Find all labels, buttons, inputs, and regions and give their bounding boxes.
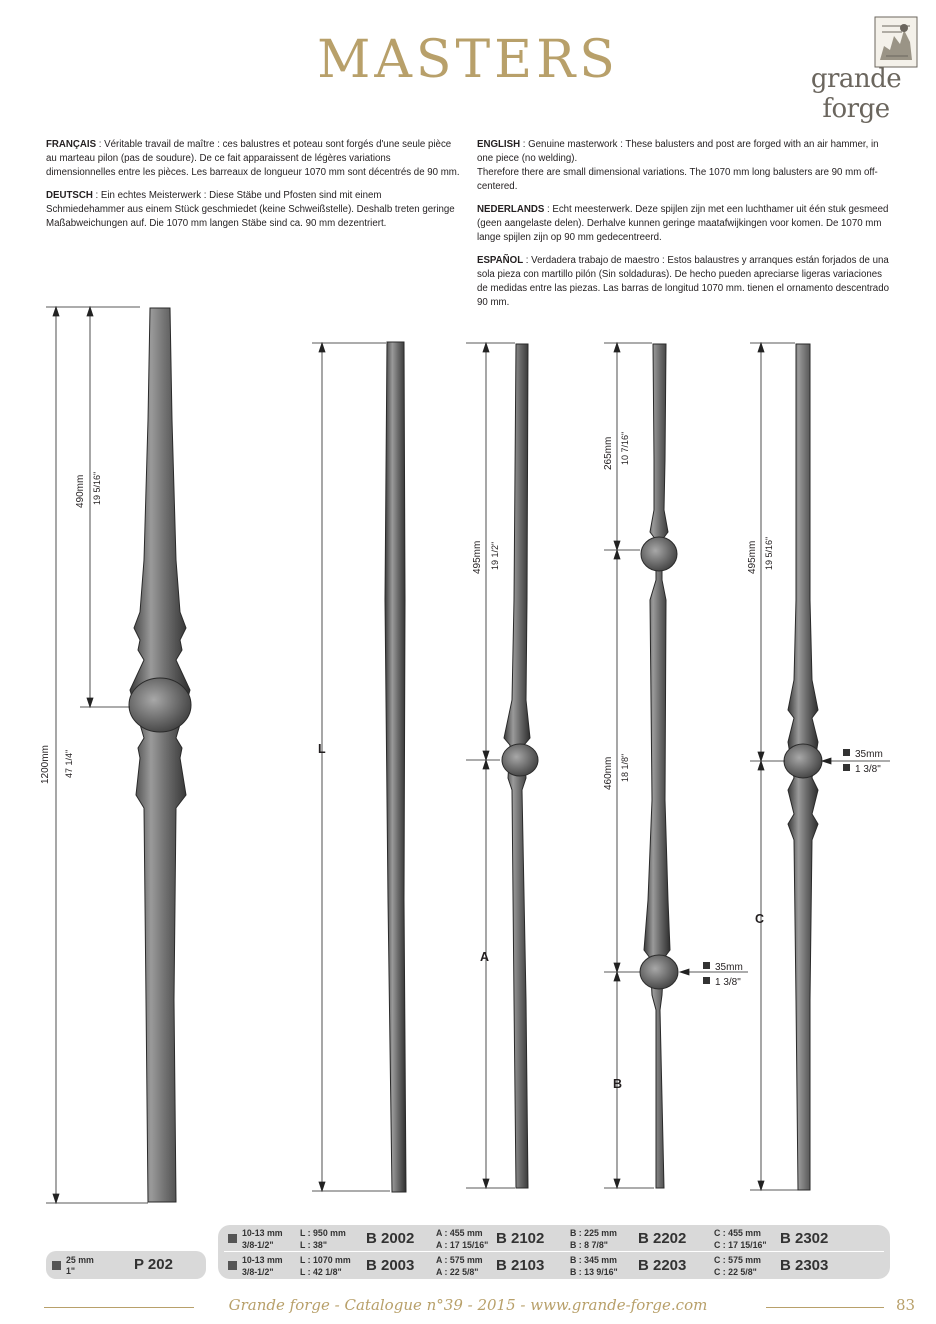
post-total-in: 47 1/4": [64, 749, 74, 778]
dimension-letter-b: B: [613, 1077, 623, 1091]
square-icon: [52, 1261, 61, 1270]
square-icon: [843, 749, 850, 756]
label-french: FRANÇAIS: [46, 139, 97, 150]
b2202-ball-mm-text: 35mm: [715, 962, 743, 973]
post-size-in: 1": [66, 1266, 76, 1276]
row2-size-in: 3/8-1/2": [242, 1267, 274, 1277]
post-code: P 202: [134, 1256, 173, 1273]
square-icon: [843, 764, 850, 771]
row2-size-mm: 10-13 mm: [242, 1255, 283, 1265]
b2302-upper-mm: 495mm: [747, 540, 758, 574]
row2-code-c: B 2303: [780, 1257, 829, 1274]
paragraph-english-2: Therefore there are small dimensional variations. The 1070 mm long balusters are 90 mm off-centered.: [477, 167, 878, 192]
row2-b-mm: B : 345 mm: [570, 1255, 617, 1265]
label-german: DEUTSCH: [46, 190, 93, 201]
baluster-reference-table: [218, 1225, 890, 1279]
b2302-ball-in-text: 1 3/8": [855, 764, 881, 775]
b2302-ball-in: [843, 764, 881, 775]
row1-len-mm: L : 950 mm: [300, 1228, 346, 1238]
footer-catalogue-text: Grande forge - Catalogue n°39 - 2015 - www.grande-forge.com: [228, 1296, 708, 1314]
square-icon: [228, 1234, 237, 1243]
b2202-ball-in: [703, 977, 741, 988]
row1-code-c: B 2302: [780, 1230, 829, 1247]
row1-size-mm: 10-13 mm: [242, 1228, 283, 1238]
post-p202-drawing: [129, 308, 191, 1202]
row2-a-mm: A : 575 mm: [436, 1255, 483, 1265]
post-total-mm: 1200mm: [40, 745, 51, 784]
post-dimension-lines: [46, 307, 148, 1203]
row1-code-a: B 2102: [496, 1230, 545, 1247]
baluster-b2102-drawing: [502, 344, 538, 1188]
baluster-plain-drawing: [385, 342, 406, 1192]
row2-b-in: B : 13 9/16": [570, 1267, 618, 1277]
row2-code-b: B 2203: [638, 1257, 687, 1274]
row1-len-in: L : 38": [300, 1240, 327, 1250]
post-upper-mm: 490mm: [75, 474, 86, 508]
b2202-ball-in-text: 1 3/8": [715, 977, 741, 988]
row1-b-in: B : 8 7/8": [570, 1240, 608, 1250]
text-spanish: : Verdadera trabajo de maestro : Estos balaustres y arranques están forjados de una sola pieza con martillo pilón (Sin soldaduras). De hecho pueden apreciarse ligeras variaciones de medidas entre las piezas. Las barras de longitud 1070 mm. tienen el ornamento descentrado 90 mm.: [477, 255, 889, 308]
row1-a-in: A : 17 15/16": [436, 1240, 489, 1250]
b2202-ball-mm: [703, 962, 743, 973]
square-icon: [228, 1261, 237, 1270]
label-spanish: ESPAÑOL: [477, 255, 524, 266]
page-number: 83: [896, 1296, 916, 1314]
row1-b-mm: B : 225 mm: [570, 1228, 617, 1238]
brand-name: grande forge: [810, 64, 902, 124]
row1-c-mm: C : 455 mm: [714, 1228, 761, 1238]
page-title: MASTERS: [317, 30, 619, 90]
b2302-upper-in: 19 5/16": [764, 536, 774, 570]
row2-len-in: L : 42 1/8": [300, 1267, 342, 1277]
baluster-b2302-drawing: [784, 344, 822, 1190]
row1-size-in: 3/8-1/2": [242, 1240, 274, 1250]
b2302-ball-mm: [843, 749, 883, 760]
plain-dimension-lines: [312, 343, 390, 1191]
row1-code-b: B 2202: [638, 1230, 687, 1247]
post-upper-in: 19 5/16": [92, 471, 102, 505]
row2-code-a: B 2103: [496, 1257, 545, 1274]
row1-a-mm: A : 455 mm: [436, 1228, 483, 1238]
post-reference-table: [46, 1251, 206, 1279]
row1-c-in: C : 17 15/16": [714, 1240, 767, 1250]
square-icon: [703, 962, 710, 969]
b2202-upper-mm: 265mm: [603, 436, 614, 470]
b2202-mid-mm: 460mm: [603, 756, 614, 790]
dimension-letter-c: C: [755, 912, 765, 926]
label-dutch: NEDERLANDS: [477, 204, 545, 215]
row1-code-l: B 2002: [366, 1230, 415, 1247]
dimension-letter-a: A: [480, 950, 490, 964]
label-english: ENGLISH: [477, 139, 521, 150]
row2-len-mm: L : 1070 mm: [300, 1255, 351, 1265]
text-dutch: : Echt meesterwerk. Deze spijlen zijn met een luchthamer uit één stuk gesmeed (geen aangelaste delen). Derhalve kunnen geringe maatafwijkingen voor komen. De 1070 mm lange spijlen zijn op 90 mm gedecentreerd.: [477, 204, 889, 243]
text-french: : Véritable travail de maître : ces balustres et poteau sont forgés d'une seule pièce au marteau pilon (pas de soudure). De ce fait apparaissent de légères variations dimensionnelles entre les pièces. Les barreaux de longueur 1070 mm sont décentrés de 90 mm.: [46, 139, 460, 178]
b2202-upper-in: 10 7/16": [620, 431, 630, 465]
square-icon: [703, 977, 710, 984]
b2102-upper-mm: 495mm: [472, 540, 483, 574]
dimension-letter-l: L: [318, 742, 326, 756]
row2-c-mm: C : 575 mm: [714, 1255, 761, 1265]
row2-a-in: A : 22 5/8": [436, 1267, 479, 1277]
baluster-b2202-drawing: [640, 344, 678, 1188]
b2302-ball-mm-text: 35mm: [855, 749, 883, 760]
row2-code-l: B 2003: [366, 1257, 415, 1274]
b2102-upper-in: 19 1/2": [490, 541, 500, 570]
text-german: : Ein echtes Meisterwerk : Diese Stäbe und Pfosten sind mit einem Schmiedehammer aus einem Stück geschmiedet (keine Schweißstelle). Deshalb treten geringe Maßabweichungen auf. Die 1070 mm langen Stäbe sind ca. 90 mm dezentriert.: [46, 190, 455, 229]
row2-c-in: C : 22 5/8": [714, 1267, 757, 1277]
row-divider: [224, 1251, 884, 1252]
text-english: : Genuine masterwork : These balusters and post are forged with an air hammer, in one piece (no welding).: [477, 139, 879, 164]
post-size-mm: 25 mm: [66, 1255, 94, 1265]
b2202-mid-in: 18 1/8": [620, 753, 630, 782]
